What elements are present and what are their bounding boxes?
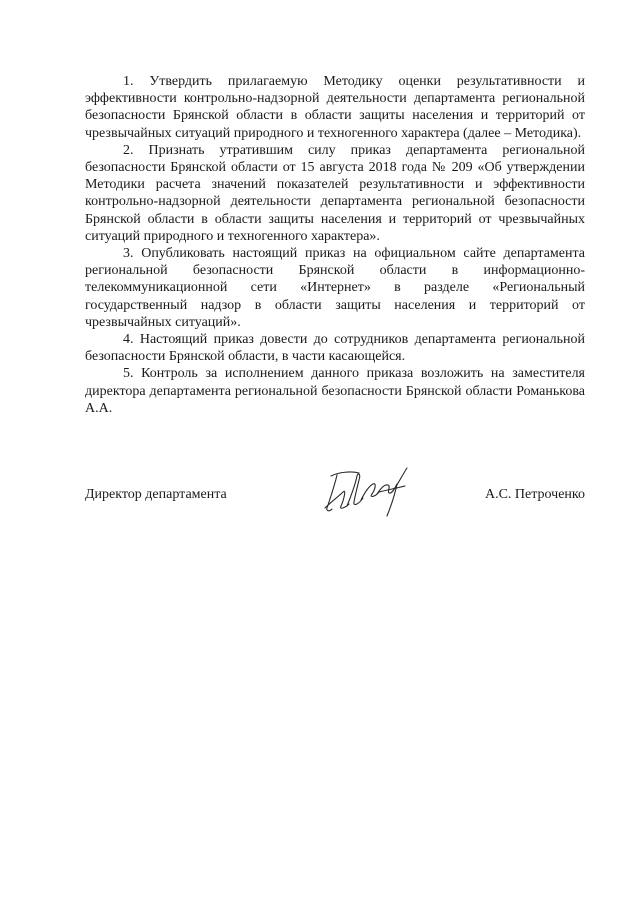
signatory-name: А.С. Петроченко [484,487,585,502]
order-body [85,73,585,417]
paragraph-5: 5. Контроль за исполнением данного приказа возложить на заместителя директора департамента региональной безопасности Брянской области Романькова А.А. [85,366,585,416]
paragraph-4: 4. Настоящий приказ довести до сотрудников департамента региональной безопасности Брянской области, в части касающейся. [85,332,585,365]
paragraph-2: 2. Признать утратившим силу приказ департамента региональной безопасности Брянской области от 15 августа 2018 года № 209 «Об утверждении Методики расчета значений показателей результативности и эффективности контрольно-надзорной деятельности департамента региональной безопасности Брянской области в области защиты населения и территорий от чрезвычайных ситуаций природного и техногенного характера». [85,142,585,244]
paragraph-1: 1. Утвердить прилагаемую Методику оценки результативности и эффективности контрольно-надзорной деятельности департамента региональной безопасности Брянской области в области защиты населения и территорий от чрезвычайных ситуаций природного и техногенного характера (далее – Методика). [85,74,585,141]
paragraph-3: 3. Опубликовать настоящий приказ на официальном сайте департамента региональной безопасности Брянской области в информационно-телекоммуникационной сети «Интернет» в разделе «Региональный государственный надзор в области защиты населения и территорий от чрезвычайных ситуаций». [85,246,585,330]
signature-block [85,462,585,522]
signatory-position: Директор департамента [85,487,227,502]
handwritten-signature [317,462,417,522]
